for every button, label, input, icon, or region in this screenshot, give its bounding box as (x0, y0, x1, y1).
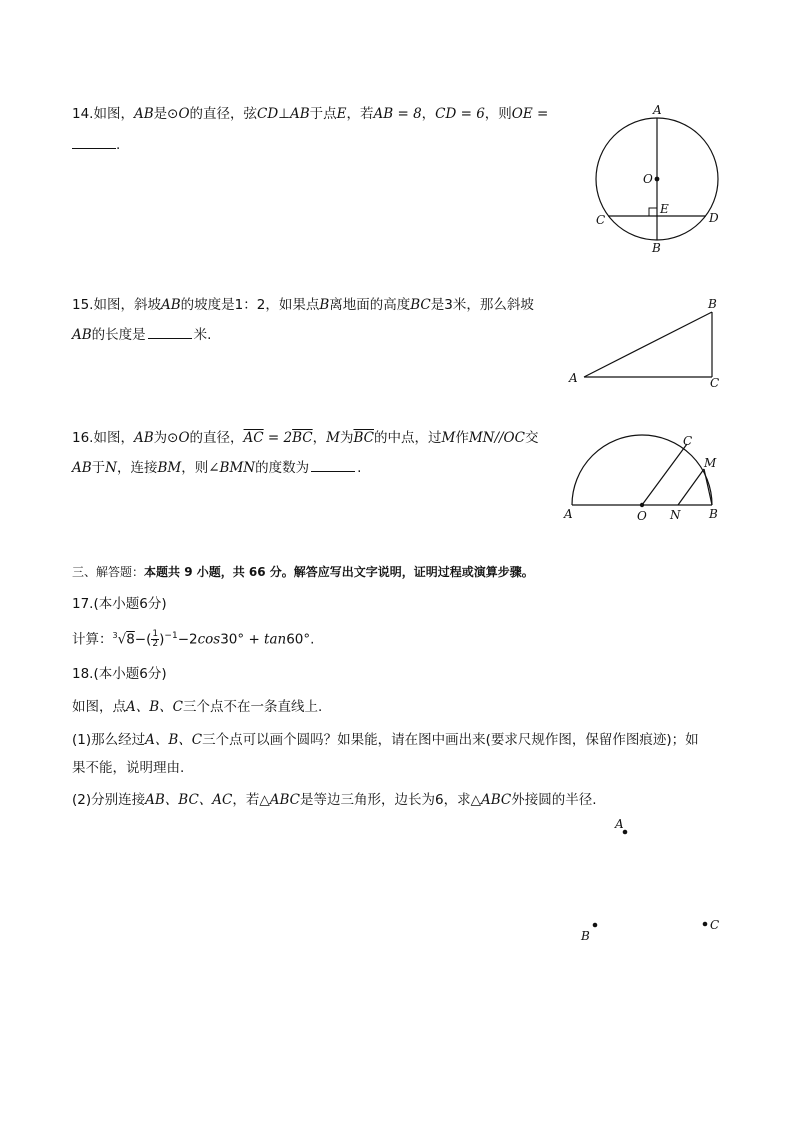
q15-line2 (72, 325, 211, 345)
q16-text: . (357, 460, 362, 476)
radical-icon: √ (117, 631, 127, 648)
q17-math: cos (197, 631, 221, 648)
q16-text: 的度数为 (255, 460, 310, 476)
label-c: C (596, 213, 606, 227)
answer-blank[interactable] (72, 134, 116, 149)
q18-text: 三个点可以画个圆吗？如果能，请在图中画出来(要求尺规作图，保留作图痕迹)；如 (202, 732, 699, 748)
q17-math: −( (134, 631, 152, 648)
label-d: D (709, 211, 719, 225)
section-description: 本题共 9 小题，共 66 分。解答应写出文字说明，证明过程或演算步骤。 (144, 565, 534, 579)
label-a: A (564, 507, 573, 521)
label-a: A (615, 817, 624, 831)
q16-math: = 2 (263, 430, 293, 446)
q14-number: 14. (72, 106, 94, 122)
q14-text: 是 (153, 106, 168, 122)
q17-expression (72, 626, 314, 650)
q16-text: 为 (339, 430, 354, 446)
label-c: C (710, 918, 720, 932)
q16-math: BM (157, 460, 182, 476)
q16-text: 如图， (93, 430, 134, 446)
q16-text: ，则 (181, 460, 209, 476)
q16-text: 的中点，过 (373, 430, 442, 446)
arc-bc: $\overline{BC}$ (292, 430, 313, 446)
q18-text: 果不能，说明理由. (72, 760, 185, 776)
label-e: E (660, 202, 669, 216)
fraction-numerator: 1 (152, 629, 159, 639)
q16-math: AB (72, 460, 92, 476)
q14-text: 如图， (93, 106, 134, 122)
q15-number: 15. (72, 297, 94, 313)
q18-text: 如图，点 (72, 699, 126, 715)
q16-line2 (72, 458, 361, 478)
label-a: A (569, 371, 578, 385)
label-m: M (704, 456, 717, 470)
q14-math: OE = (511, 106, 549, 122)
q18-title: 18.(本小题6分) (72, 666, 167, 682)
q15-text: 的坡度是 (180, 297, 235, 313)
q15-text: 离地面的高度 (329, 297, 411, 313)
q17-math: tan (264, 631, 287, 648)
q18-math: △ABC (259, 792, 301, 808)
slope-ab (584, 312, 712, 377)
q14-math: AB (289, 106, 310, 122)
q18-intro (72, 697, 322, 717)
q15-line1 (72, 295, 534, 315)
label-o: O (643, 172, 653, 186)
q16-figure (560, 425, 730, 525)
q14-line1 (72, 104, 548, 124)
q18-text: (2)分别连接 (72, 792, 146, 808)
label-b: B (581, 929, 590, 943)
q14-math: CD = 6 (435, 106, 485, 122)
q15-math: BC (410, 297, 431, 313)
q14-text: ， (421, 106, 436, 122)
right-angle-mark (649, 208, 657, 216)
label-c: C (710, 376, 720, 390)
q17-math: −2 (177, 631, 198, 648)
q15-figure (565, 292, 735, 392)
q18-math: A、B、C (126, 699, 183, 715)
q16-math: ∠BMN (208, 460, 256, 476)
q15-text: 的长度是 (91, 327, 146, 343)
q15-ratio: 1：2 (234, 297, 266, 313)
label-o: O (637, 509, 647, 523)
q14-figure (590, 100, 730, 260)
q15-math: B (319, 297, 330, 313)
q18-text: (1)那么经过 (72, 732, 146, 748)
q16-text: 作 (455, 430, 469, 446)
q15-text: 米. (193, 327, 212, 343)
q18-part1 (72, 730, 699, 750)
label-b: B (709, 507, 718, 521)
section-title: 三、解答题： (72, 565, 145, 579)
q15-math: AB (72, 327, 92, 343)
circle-symbol: ⊙ (167, 430, 179, 446)
q18-math: A、B、C (145, 732, 203, 748)
q14-math: E (336, 106, 347, 122)
q17-title: 17.(本小题6分) (72, 596, 167, 612)
q16-line1 (72, 428, 538, 448)
q14-text: 的直径，弦 (189, 106, 258, 122)
q17-math: 30° + (220, 631, 265, 648)
q16-math: M (441, 430, 456, 446)
q17-header (72, 594, 167, 614)
label-b: B (708, 297, 717, 311)
q14-text: ，若 (346, 106, 374, 122)
q14-line2 (72, 134, 120, 155)
radicand: 8 (126, 631, 135, 648)
answer-blank[interactable] (148, 326, 192, 339)
point-c (703, 922, 708, 927)
segment-mn (678, 469, 704, 505)
root-index: 3 (112, 631, 118, 640)
q18-math: AB、BC、AC (145, 792, 233, 808)
q16-text: 为 (153, 430, 168, 446)
arc-bc: $\overline{BC}$ (353, 430, 374, 446)
q16-math: N (105, 460, 117, 476)
q15-text: ，如果点 (265, 297, 320, 313)
q16-math: O (178, 430, 190, 446)
center-point (655, 177, 660, 182)
segment-bm (704, 469, 712, 505)
q14-text: 于点 (309, 106, 337, 122)
q16-text: 于 (91, 460, 106, 476)
answer-blank[interactable] (311, 459, 355, 472)
q16-math: M (326, 430, 340, 446)
arc-ac: $\overline{AC}$ (243, 430, 264, 446)
label-c: C (683, 434, 693, 448)
q18-header (72, 664, 167, 684)
q14-text: ，则 (484, 106, 512, 122)
q17-math: 60°. (286, 631, 315, 648)
q18-figure (570, 810, 730, 950)
q16-math: AB (133, 430, 154, 446)
label-a: A (653, 103, 662, 117)
q14-math: AB (133, 106, 154, 122)
circle-symbol: ⊙ (167, 106, 179, 122)
q16-math: MN//OC (468, 430, 525, 446)
q14-math: CD (257, 106, 279, 122)
point-b (593, 923, 598, 928)
label-n: N (670, 508, 681, 522)
q18-math: △ABC (470, 792, 512, 808)
q18-part2 (72, 790, 597, 810)
segment-oc (642, 444, 687, 505)
q18-text: 外接圆的半径. (511, 792, 597, 808)
q18-part1-cont (72, 758, 184, 778)
q14-math: AB = 8 (373, 106, 422, 122)
q18-text: ，若 (232, 792, 260, 808)
q16-text: ，连接 (116, 460, 158, 476)
center-point (640, 503, 644, 507)
q18-text: 是等边三角形，边长为6，求 (300, 792, 471, 808)
q15-text: 是3米，那么斜坡 (430, 297, 534, 313)
q16-text: 交 (524, 430, 539, 446)
fraction-half (151, 630, 159, 649)
q15-text: 如图，斜坡 (93, 297, 161, 313)
perpendicular-symbol: ⊥ (278, 106, 290, 122)
q16-text: 的直径， (189, 430, 244, 446)
q15-math: AB (160, 297, 181, 313)
fraction-denominator: 2 (152, 639, 159, 649)
section3-heading (72, 562, 534, 582)
exponent: −1 (164, 631, 178, 641)
q16-text: ， (312, 430, 327, 446)
q14-math: O (178, 106, 190, 122)
q17-text: 计算： (72, 631, 113, 648)
q18-text: 三个点不在一条直线上. (183, 699, 323, 715)
q16-number: 16. (72, 430, 94, 446)
q17-math: ) (159, 631, 165, 648)
q14-text: . (116, 137, 121, 153)
label-b: B (652, 241, 661, 255)
